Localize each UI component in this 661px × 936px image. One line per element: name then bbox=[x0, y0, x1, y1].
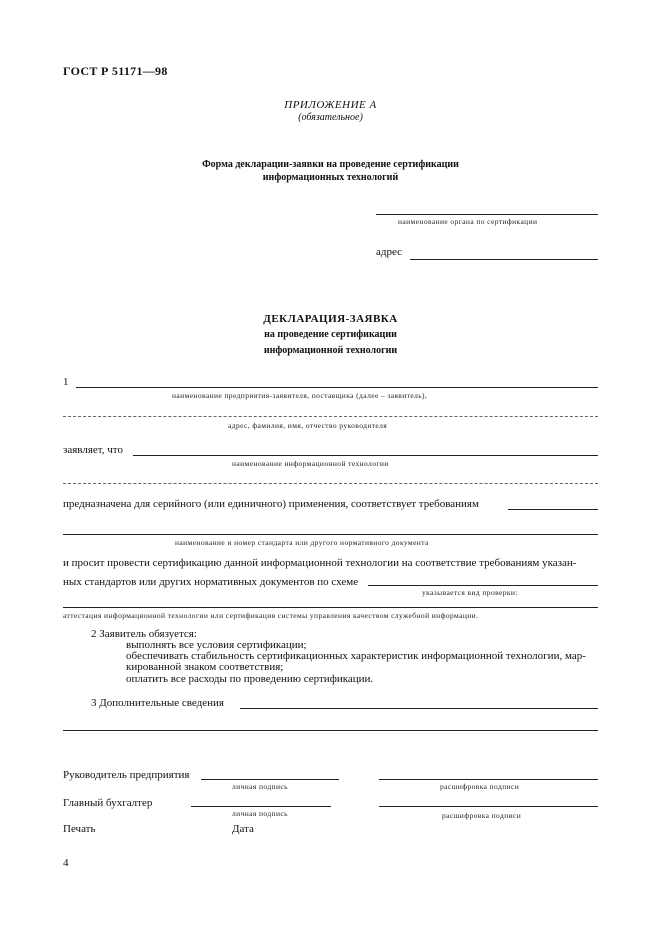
standard-caption: наименование и номер стандарта или другого нормативного документа bbox=[175, 538, 429, 547]
address-label: адрес bbox=[376, 246, 403, 258]
accountant-signature-caption: личная подпись bbox=[232, 809, 288, 818]
request-text-1: и просит провести сертификацию данной информационной технологии на соответствие требованиям указан- bbox=[63, 557, 577, 569]
date-label: Дата bbox=[232, 823, 254, 835]
appendix-note: (обязательное) bbox=[298, 112, 363, 123]
accountant-decode-caption: расшифровка подписи bbox=[442, 811, 522, 820]
additional-info-line[interactable] bbox=[240, 708, 598, 709]
attestation-line[interactable] bbox=[63, 607, 598, 608]
intended-text: предназначена для серийного (или единичного) применения, соответствует требованиям bbox=[63, 498, 479, 510]
declaration-title: ДЕКЛАРАЦИЯ-ЗАЯВКА bbox=[263, 313, 398, 325]
item2-line3: кированной знаком соответствия; bbox=[126, 661, 284, 673]
address-line[interactable] bbox=[410, 259, 598, 260]
head-signature-caption: личная подпись bbox=[232, 782, 288, 791]
check-caption: указывается вид проверки: bbox=[422, 588, 518, 597]
request-text-2: ных стандартов или других нормативных документов по схеме bbox=[63, 576, 359, 588]
address-fio-caption: адрес, фамилия, имя, отчество руководителя bbox=[228, 421, 388, 430]
applicant-caption: наименование предприятия-заявителя, поставщика (далее – заявитель), bbox=[172, 391, 428, 400]
standard-line[interactable] bbox=[63, 534, 598, 535]
head-signature-line[interactable] bbox=[201, 779, 339, 780]
declaration-subtitle-1: на проведение сертификации bbox=[264, 329, 397, 340]
item2-title: 2 Заявитель обязуется: bbox=[91, 628, 197, 640]
accountant-label: Главный бухгалтер bbox=[63, 797, 153, 809]
recipient-line[interactable] bbox=[376, 214, 598, 215]
accountant-signature-line[interactable] bbox=[191, 806, 331, 807]
technology-line[interactable] bbox=[133, 455, 598, 456]
page-number: 4 bbox=[63, 857, 69, 869]
item2-line2: обеспечивать стабильность сертификационных характеристик информационной технологии, мар- bbox=[126, 650, 586, 662]
form-title-line2: информационных технологий bbox=[262, 172, 399, 183]
item3-title: 3 Дополнительные сведения bbox=[91, 697, 224, 709]
attestation-caption: аттестация информационной технологии или сертификация системы управления качеством служебной информации. bbox=[63, 611, 479, 620]
declares-label: заявляет, что bbox=[63, 444, 123, 456]
applicant-line[interactable] bbox=[76, 387, 598, 388]
technology-caption: наименование информационной технологии bbox=[232, 459, 389, 468]
item2-line4: оплатить все расходы по проведению сертификации. bbox=[126, 673, 374, 685]
document-code: ГОСТ Р 51171—98 bbox=[63, 64, 168, 78]
appendix-title: ПРИЛОЖЕНИЕ А bbox=[284, 99, 377, 111]
item2-line1: выполнять все условия сертификации; bbox=[126, 639, 307, 651]
additional-info-line-2[interactable] bbox=[63, 730, 598, 731]
technology-line-2[interactable] bbox=[63, 483, 598, 484]
seal-label: Печать bbox=[63, 823, 96, 835]
item1-number: 1 bbox=[63, 376, 69, 388]
head-decode-line[interactable] bbox=[379, 779, 598, 780]
address-fio-line[interactable] bbox=[63, 416, 598, 417]
head-decode-caption: расшифровка подписи bbox=[440, 782, 520, 791]
scheme-line[interactable] bbox=[368, 585, 598, 586]
head-label: Руководитель предприятия bbox=[63, 769, 190, 781]
accountant-decode-line[interactable] bbox=[379, 806, 598, 807]
declaration-subtitle-2: информационной технологии bbox=[263, 345, 398, 356]
form-title-line1: Форма декларации-заявки на проведение сертификации bbox=[202, 159, 459, 170]
requirements-line[interactable] bbox=[508, 509, 598, 510]
recipient-caption: наименование органа по сертификации bbox=[398, 217, 538, 226]
